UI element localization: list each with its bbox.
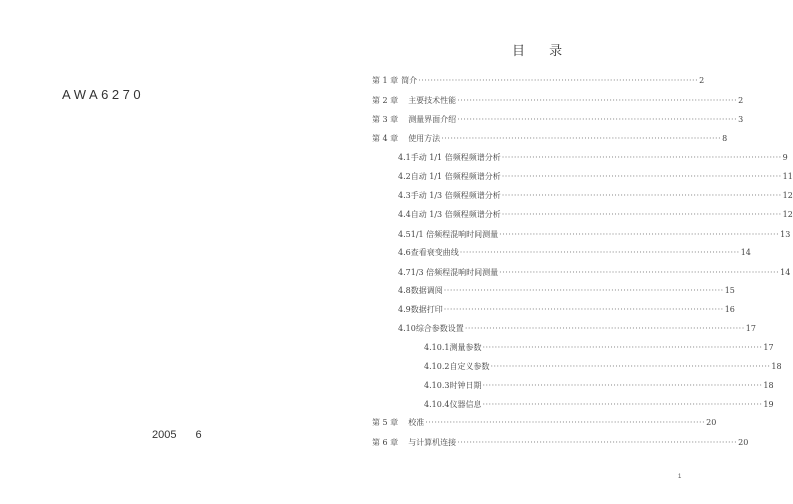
toc-dot-leader: ···························································································· xyxy=(418,76,699,85)
toc-entry[interactable] xyxy=(398,230,791,240)
toc-dot-leader: ···························································································· xyxy=(443,305,724,314)
toc-entry-number: 4.10.4 xyxy=(424,400,450,409)
toc-entry-text: 数据调阅 xyxy=(410,286,443,295)
toc-entry-number: 4.8 xyxy=(398,286,411,295)
toc-entry-page: 20 xyxy=(706,418,717,427)
toc-dot-leader: ···························································································· xyxy=(457,115,738,124)
toc-entry-number: 4.10.2 xyxy=(424,362,450,371)
toc-dot-leader: ···························································································· xyxy=(459,248,740,257)
toc-entry[interactable] xyxy=(398,268,791,278)
toc-dot-leader: ···························································································· xyxy=(457,96,738,105)
toc-entry-number: 第 5 章 xyxy=(372,418,399,427)
toc-dot-leader: ···························································································· xyxy=(464,324,745,333)
toc-entry-page: 20 xyxy=(738,438,749,447)
toc-entry-text: 综合参数设置 xyxy=(415,324,464,333)
toc-dot-leader: ···························································································· xyxy=(499,268,780,277)
toc-entry-page: 17 xyxy=(745,324,756,333)
toc-dot-leader: ···························································································· xyxy=(501,153,782,162)
toc-entry[interactable] xyxy=(424,343,774,353)
toc-entry-page: 17 xyxy=(763,343,774,352)
toc-entry-number: 4.3 xyxy=(398,191,411,200)
toc-entry-text: 数据打印 xyxy=(410,305,443,314)
toc-entry[interactable] xyxy=(398,210,793,220)
toc-dot-leader: ···························································································· xyxy=(501,172,782,181)
toc-entry-page: 15 xyxy=(724,286,735,295)
toc-dot-leader: ···························································································· xyxy=(482,343,763,352)
toc-entry-number: 4.5 xyxy=(398,230,411,239)
toc-entry[interactable] xyxy=(398,172,793,182)
toc-entry-number: 4.10.3 xyxy=(424,381,450,390)
toc-dot-leader: ···························································································· xyxy=(457,438,738,447)
toc-entry-text: 主要技术性能 xyxy=(408,96,457,105)
toc-entry-number: 第 2 章 xyxy=(372,96,399,105)
toc-entry-text: 手动 1/3 倍频程频谱分析 xyxy=(410,191,501,200)
toc-entry-page: 19 xyxy=(763,400,774,409)
toc-entry[interactable] xyxy=(398,248,751,258)
toc-entry-page: 18 xyxy=(763,381,774,390)
toc-entry[interactable] xyxy=(398,305,735,315)
toc-entry-text: 使用方法 xyxy=(408,134,441,143)
toc-entry[interactable] xyxy=(398,286,735,296)
product-title: AWA6270 xyxy=(62,87,145,102)
toc-entry-text: 自定义参数 xyxy=(449,362,490,371)
toc-entry-page: 8 xyxy=(722,134,728,143)
toc-entry-text: 与计算机连接 xyxy=(408,438,457,447)
toc-dot-leader: ···························································································· xyxy=(490,362,771,371)
toc-entry-number: 第 6 章 xyxy=(372,438,399,447)
toc-entry[interactable] xyxy=(398,191,793,201)
page-number: 1 xyxy=(678,474,682,480)
toc-entry-text: 1/3 倍频程混响时间测量 xyxy=(410,268,499,277)
toc-entry-number: 第 1 章 xyxy=(372,76,399,85)
toc-entry-number: 4.9 xyxy=(398,305,411,314)
toc-dot-leader: ···························································································· xyxy=(482,381,763,390)
toc-entry-text: 1/1 倍频程混响时间测量 xyxy=(410,230,499,239)
publication-date: 2005 6 xyxy=(152,429,202,441)
toc-entry-page: 9 xyxy=(782,153,788,162)
toc-entry-number: 4.7 xyxy=(398,268,411,277)
toc-dot-leader: ···························································································· xyxy=(482,400,763,409)
toc-entry-number: 第 4 章 xyxy=(372,134,399,143)
toc-entry-text: 自动 1/1 倍频程频谱分析 xyxy=(410,172,501,181)
toc-entry-text: 查看衰变曲线 xyxy=(410,248,459,257)
toc-dot-leader: ···························································································· xyxy=(441,134,722,143)
toc-heading: 目 录 xyxy=(512,44,573,59)
toc-entry[interactable] xyxy=(398,153,788,163)
toc-entry-number: 4.6 xyxy=(398,248,411,257)
toc-dot-leader: ···························································································· xyxy=(501,210,782,219)
toc-entry-number: 4.1 xyxy=(398,153,411,162)
toc-entry-page: 14 xyxy=(780,268,791,277)
toc-entry-number: 第 3 章 xyxy=(372,115,399,124)
toc-entry[interactable] xyxy=(372,76,705,86)
toc-entry[interactable] xyxy=(372,96,744,106)
toc-entry-text: 仪器信息 xyxy=(449,400,482,409)
toc-dot-leader: ···························································································· xyxy=(425,418,706,427)
toc-entry[interactable] xyxy=(424,381,774,391)
toc-entry-number: 4.10.1 xyxy=(424,343,450,352)
toc-entry[interactable] xyxy=(372,134,728,144)
toc-entry-number: 4.4 xyxy=(398,210,411,219)
toc-entry[interactable] xyxy=(398,324,756,334)
toc-entry-text: 校准 xyxy=(408,418,425,427)
toc-entry-page: 2 xyxy=(699,76,705,85)
toc-entry-page: 12 xyxy=(782,191,793,200)
toc-entry-text: 时钟日期 xyxy=(449,381,482,390)
toc-entry[interactable] xyxy=(424,362,782,372)
toc-entry-text: 测量参数 xyxy=(449,343,482,352)
toc-entry-page: 3 xyxy=(738,115,744,124)
toc-entry-page: 12 xyxy=(782,210,793,219)
toc-entry-page: 14 xyxy=(740,248,751,257)
toc-entry-text: 简介 xyxy=(401,76,418,85)
toc-entry[interactable] xyxy=(372,418,717,428)
toc-entry[interactable] xyxy=(372,115,744,125)
toc-entry-page: 11 xyxy=(782,172,793,181)
toc-entry-page: 2 xyxy=(738,96,744,105)
toc-entry-text: 自动 1/3 倍频程频谱分析 xyxy=(410,210,501,219)
toc-entry-number: 4.10 xyxy=(398,324,416,333)
toc-dot-leader: ···························································································· xyxy=(501,191,782,200)
toc-entry-number: 4.2 xyxy=(398,172,411,181)
toc-entry-page: 13 xyxy=(780,230,791,239)
toc-entry-page: 16 xyxy=(724,305,735,314)
toc-entry[interactable] xyxy=(424,400,774,410)
toc-dot-leader: ···························································································· xyxy=(499,230,780,239)
toc-dot-leader: ···························································································· xyxy=(443,286,724,295)
toc-entry-page: 18 xyxy=(771,362,782,371)
toc-entry-text: 手动 1/1 倍频程频谱分析 xyxy=(410,153,501,162)
toc-entry[interactable] xyxy=(372,438,749,448)
toc-entry-text: 测量界面介绍 xyxy=(408,115,457,124)
